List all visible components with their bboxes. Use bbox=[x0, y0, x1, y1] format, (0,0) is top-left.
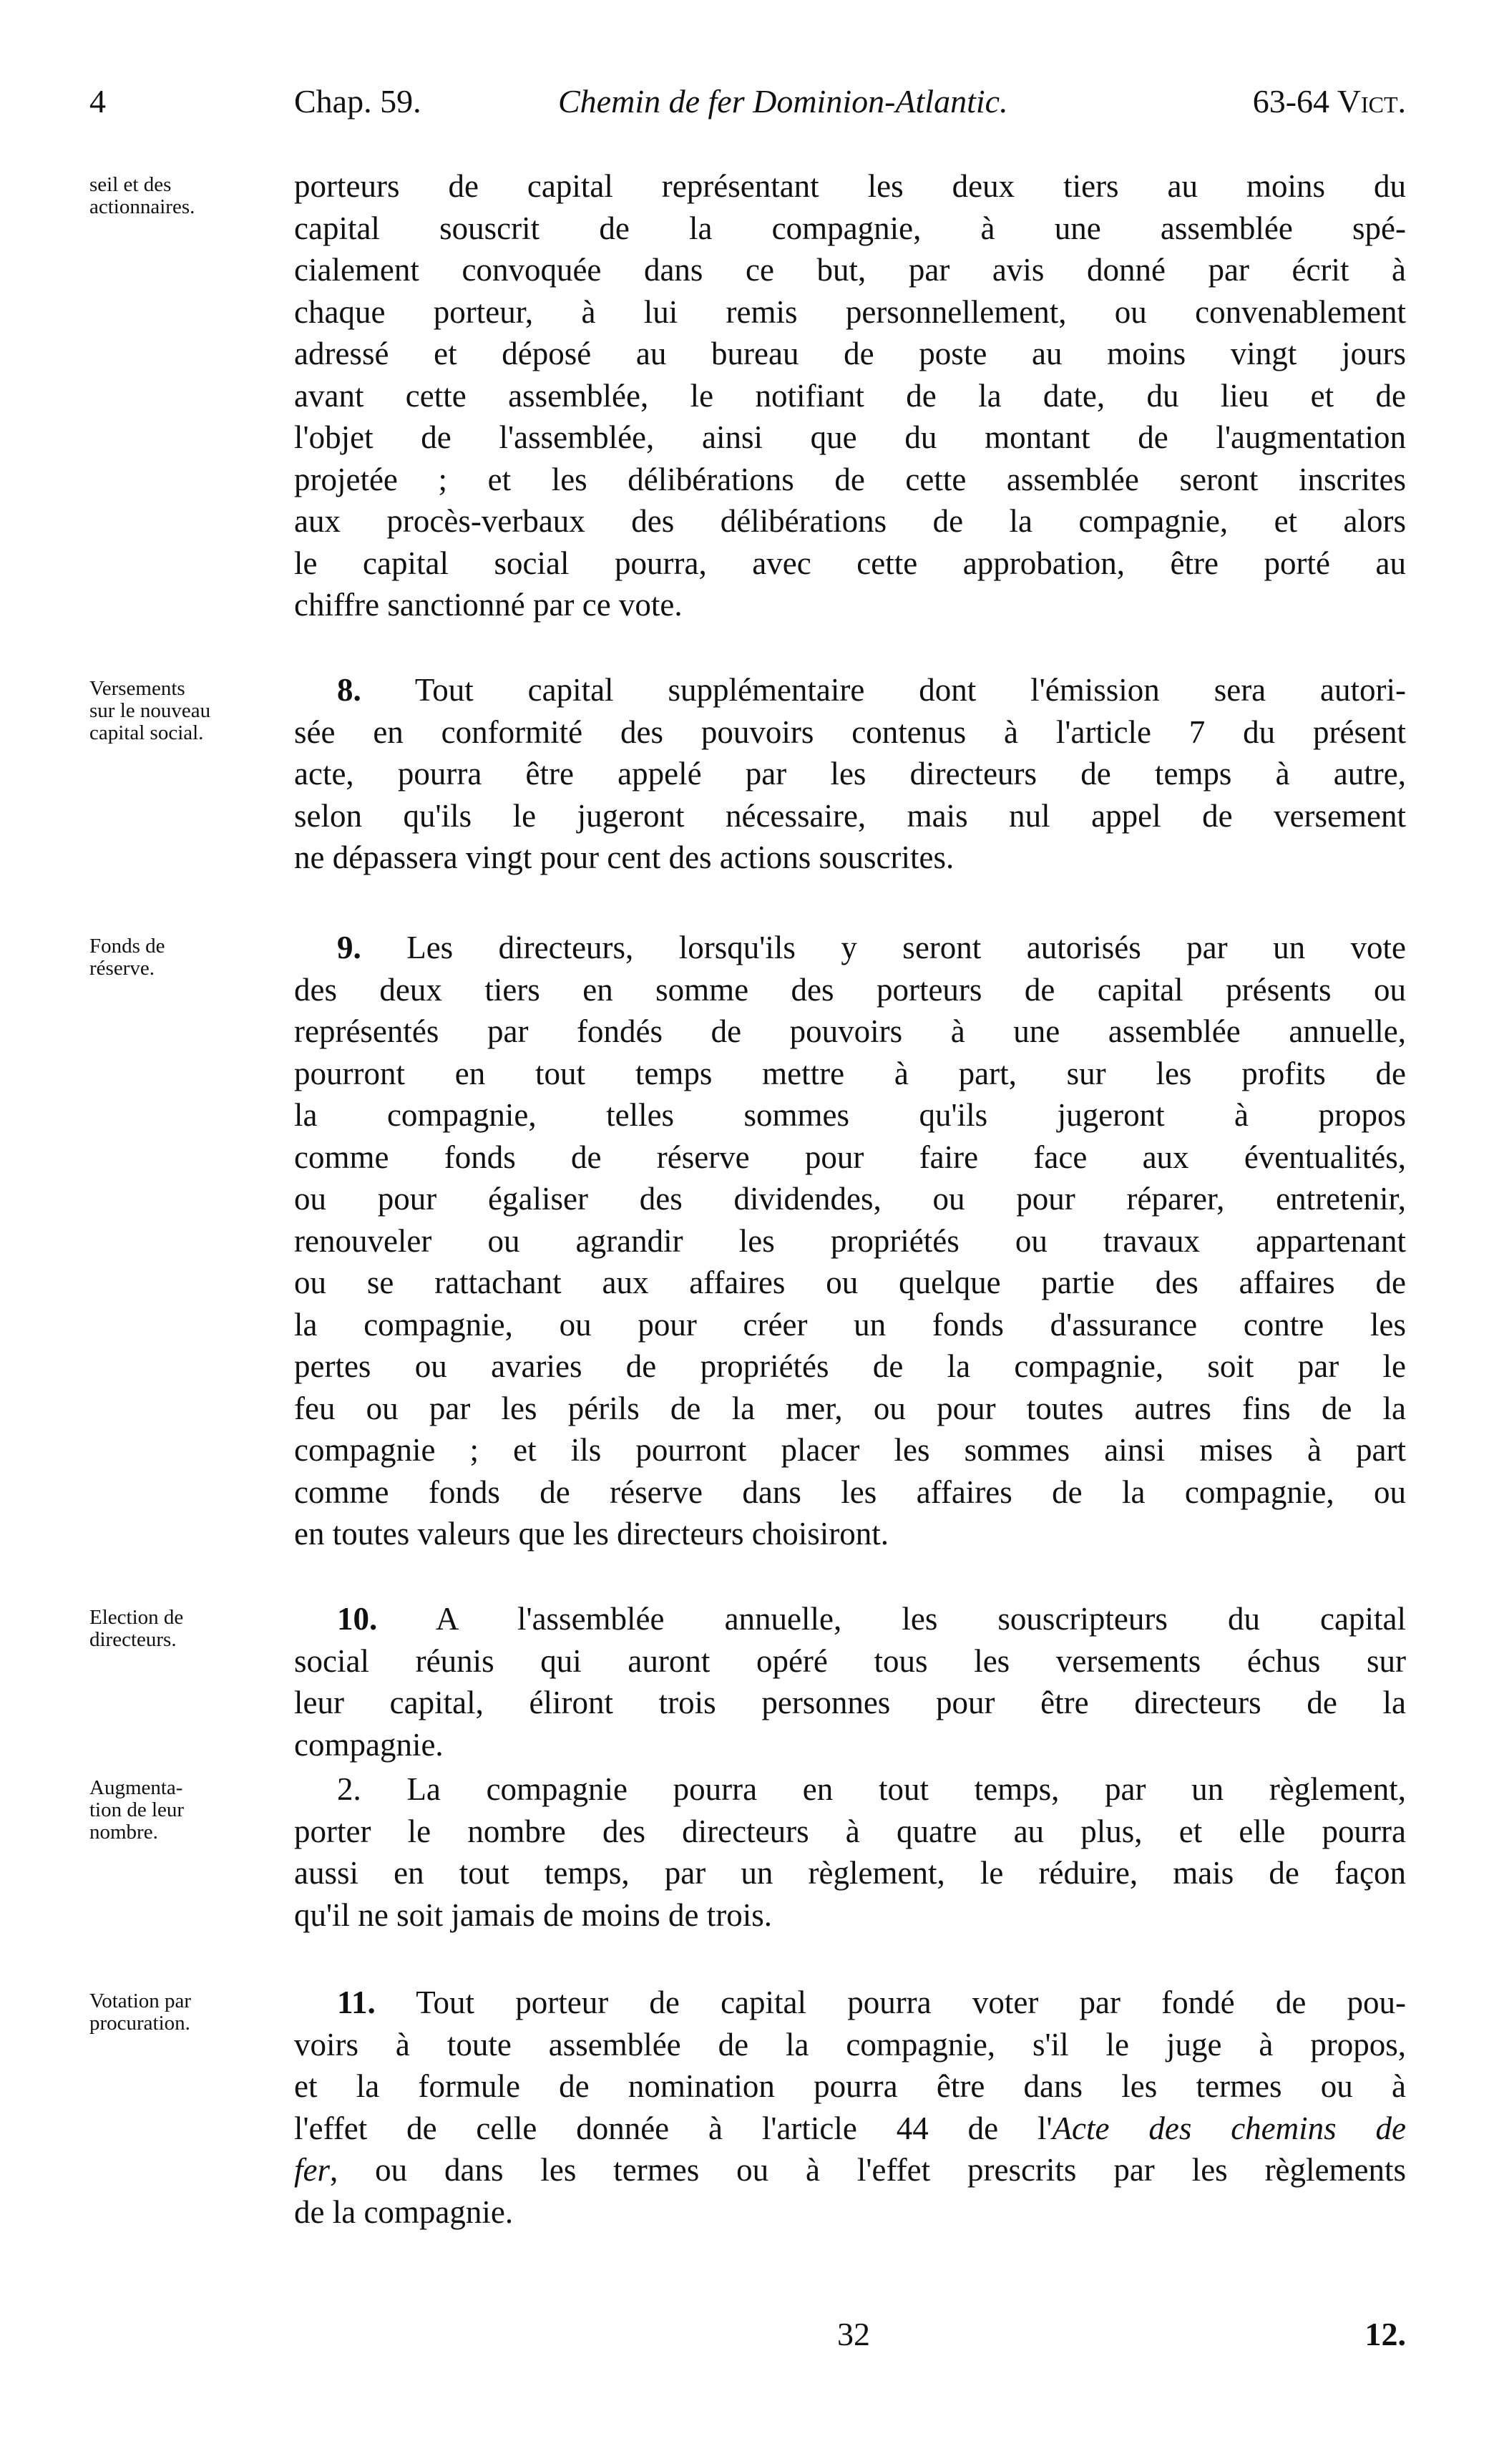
section-10 bbox=[294, 1598, 1406, 1766]
text-line bbox=[294, 1388, 1406, 1430]
section-9 bbox=[294, 927, 1406, 1555]
text-line bbox=[294, 753, 1406, 795]
text-segment: social réunis qui auront opéré tous les versements échus sur bbox=[294, 1642, 1406, 1679]
text-line bbox=[294, 1598, 1406, 1640]
text-line bbox=[294, 2191, 1406, 2234]
text-segment: adressé et déposé au bureau de poste au moins vingt jours bbox=[294, 336, 1406, 371]
text-segment: pertes ou avaries de propriétés de la compagnie, soit par le bbox=[294, 1348, 1406, 1384]
text-segment: projetée ; et les délibérations de cette assemblée seront inscrites bbox=[294, 461, 1406, 497]
text-line bbox=[294, 2149, 1406, 2191]
margin-note bbox=[89, 678, 275, 744]
chapter-label: Chap. 59. bbox=[294, 83, 421, 120]
margin-note-line: capital social. bbox=[89, 721, 204, 744]
text-line bbox=[294, 2024, 1406, 2066]
text-line bbox=[294, 249, 1406, 291]
signature-mark: 32 bbox=[837, 2316, 870, 2352]
text-line bbox=[294, 1220, 1406, 1262]
text-segment: aux procès-verbaux des délibérations de la compagnie, et alors bbox=[294, 503, 1406, 539]
text-segment: chiffre sanctionné par ce vote. bbox=[294, 587, 683, 623]
section-8 bbox=[294, 669, 1406, 879]
text-segment: l'effet de celle donnée à l'article 44 de l' bbox=[294, 2110, 1053, 2146]
section-number: 9. bbox=[337, 930, 361, 965]
text-line bbox=[294, 1471, 1406, 1514]
margin-note-line: Votation par bbox=[89, 1990, 192, 2012]
margin-note bbox=[89, 935, 275, 980]
text-segment: en toutes valeurs que les directeurs choisiront. bbox=[294, 1516, 889, 1552]
text-segment: selon qu'ils le jugeront nécessaire, mais nul appel de versement bbox=[294, 797, 1406, 834]
text-segment: l'objet de l'assemblée, ainsi que du montant de l'augmentation bbox=[294, 419, 1406, 455]
text-line bbox=[294, 1262, 1406, 1304]
text-line bbox=[294, 1011, 1406, 1053]
text-line bbox=[294, 417, 1406, 459]
text-line bbox=[294, 711, 1406, 754]
text-segment: renouveler ou agrandir les propriétés ou travaux appartenant bbox=[294, 1222, 1406, 1259]
text-line bbox=[294, 1178, 1406, 1220]
text-line bbox=[294, 500, 1406, 542]
text-line bbox=[294, 1768, 1406, 1811]
text-segment: , ou dans les termes ou à l'effet prescrits par les règlements bbox=[330, 2152, 1406, 2188]
text-segment: la compagnie, ou pour créer un fonds d'assurance contre les bbox=[294, 1306, 1406, 1343]
text-segment: le capital social pourra, avec cette approbation, être porté au bbox=[294, 545, 1406, 581]
margin-note-line: réserve. bbox=[89, 957, 155, 980]
next-page-number: 12. bbox=[1364, 2316, 1406, 2352]
text-segment: capital souscrit de la compagnie, à une assemblée spé- bbox=[294, 210, 1406, 246]
running-title: Chemin de fer Dominion-Atlantic. bbox=[558, 83, 1008, 120]
text-line bbox=[294, 1982, 1406, 2024]
margin-note-line: Versements bbox=[89, 677, 185, 700]
text-segment: qu'il ne soit jamais de moins de trois. bbox=[294, 1896, 773, 1933]
text-line bbox=[294, 2065, 1406, 2108]
section-number: 8. bbox=[337, 672, 361, 708]
text-line bbox=[294, 1513, 1406, 1555]
italic-citation: fer bbox=[294, 2152, 330, 2188]
text-segment: porter le nombre des directeurs à quatre au plus, et elle pourra bbox=[294, 1813, 1406, 1849]
text-segment: pourront en tout temps mettre à part, sur les profits de bbox=[294, 1055, 1406, 1091]
margin-note-line: directeurs. bbox=[89, 1628, 177, 1651]
text-line bbox=[294, 1852, 1406, 1894]
paragraph bbox=[294, 1768, 1406, 1936]
text-line bbox=[294, 1429, 1406, 1471]
text-line bbox=[294, 542, 1406, 585]
text-line bbox=[294, 1724, 1406, 1766]
section-11 bbox=[294, 1982, 1406, 2233]
text-segment: compagnie ; et ils pourront placer les sommes ainsi mises à part bbox=[294, 1432, 1406, 1468]
text-line bbox=[294, 2108, 1406, 2150]
margin-note bbox=[89, 1990, 275, 2035]
margin-note bbox=[89, 174, 275, 218]
text-segment: comme fonds de réserve dans les affaires de la compagnie, ou bbox=[294, 1474, 1406, 1510]
paragraph bbox=[294, 165, 1406, 626]
text-segment: Tout porteur de capital pourra voter par fondé de pou- bbox=[416, 1985, 1407, 2020]
text-segment: sée en conformité des pouvoirs contenus à l'article 7 du présent bbox=[294, 714, 1406, 750]
text-segment: ne dépassera vingt pour cent des actions souscrites. bbox=[294, 839, 954, 875]
text-segment: acte, pourra être appelé par les directeurs de temps à autre, bbox=[294, 756, 1406, 792]
text-line bbox=[294, 375, 1406, 417]
text-segment: chaque porteur, à lui remis personnellement, ou convenablement bbox=[294, 293, 1406, 330]
text-segment: voirs à toute assemblée de la compagnie, s'il le juge à propos, bbox=[294, 2026, 1406, 2063]
text-segment: et la formule de nomination pourra être dans les termes ou à bbox=[294, 2068, 1406, 2104]
margin-note-line: seil et des bbox=[89, 173, 172, 196]
text-segment: A l'assemblée annuelle, les souscripteurs du capital bbox=[435, 1601, 1406, 1637]
text-segment: comme fonds de réserve pour faire face aux éventualités, bbox=[294, 1139, 1406, 1175]
text-line bbox=[294, 1811, 1406, 1853]
text-segment: de la compagnie. bbox=[294, 2193, 514, 2230]
text-line bbox=[294, 459, 1406, 501]
margin-note-line: Election de bbox=[89, 1606, 184, 1629]
text-line bbox=[294, 1136, 1406, 1179]
regnal-year: 63-64 Vict. bbox=[1252, 83, 1406, 120]
italic-citation: Acte des chemins de bbox=[1052, 2110, 1407, 2146]
text-segment: feu ou par les périls de la mer, ou pour toutes autres fins de la bbox=[294, 1390, 1406, 1426]
margin-note bbox=[89, 1777, 275, 1844]
text-segment: cialement convoquée dans ce but, par avis donné par écrit à bbox=[294, 252, 1406, 288]
text-line bbox=[294, 208, 1406, 250]
margin-note bbox=[89, 1607, 275, 1651]
text-segment: ou se rattachant aux affaires ou quelque partie des affaires de bbox=[294, 1265, 1406, 1300]
text-line bbox=[294, 669, 1406, 711]
text-segment: Tout capital supplémentaire dont l'émission sera autori- bbox=[414, 672, 1407, 708]
text-line bbox=[294, 584, 1406, 626]
section-number: 11. bbox=[337, 1985, 376, 2020]
margin-note-line: Augmenta- bbox=[89, 1776, 183, 1799]
text-segment: ou pour égaliser des dividendes, ou pour réparer, entretenir, bbox=[294, 1181, 1406, 1217]
text-line bbox=[294, 1345, 1406, 1388]
text-segment: porteurs de capital représentant les deux tiers au moins du bbox=[294, 168, 1406, 204]
margin-note-line: tion de leur bbox=[89, 1798, 185, 1821]
margin-note-line: nombre. bbox=[89, 1821, 158, 1844]
section-number: 10. bbox=[337, 1601, 378, 1637]
margin-note-line: actionnaires. bbox=[89, 195, 195, 218]
text-line bbox=[294, 1894, 1406, 1937]
text-line bbox=[294, 333, 1406, 375]
text-segment: représentés par fondés de pouvoirs à une assemblée annuelle, bbox=[294, 1013, 1406, 1049]
text-line bbox=[294, 1640, 1406, 1683]
subsection-number: 2. bbox=[337, 1771, 361, 1807]
text-line bbox=[294, 969, 1406, 1011]
text-segment: La compagnie pourra en tout temps, par un règlement, bbox=[406, 1771, 1407, 1807]
text-segment: Les directeurs, lorsqu'ils y seront autorisés par un vote bbox=[406, 930, 1407, 965]
text-line bbox=[294, 837, 1406, 879]
page-number: 4 bbox=[89, 83, 106, 120]
text-line bbox=[294, 1094, 1406, 1136]
text-line bbox=[294, 927, 1406, 969]
text-segment: des deux tiers en somme des porteurs de capital présents ou bbox=[294, 971, 1406, 1008]
text-segment: aussi en tout temps, par un règlement, le réduire, mais de façon bbox=[294, 1855, 1406, 1891]
text-line bbox=[294, 1053, 1406, 1095]
text-segment: avant cette assemblée, le notifiant de la date, du lieu et de bbox=[294, 377, 1406, 414]
text-line bbox=[294, 291, 1406, 333]
text-line bbox=[294, 165, 1406, 208]
text-line bbox=[294, 1304, 1406, 1346]
margin-note-line: procuration. bbox=[89, 2012, 190, 2035]
text-segment: compagnie. bbox=[294, 1726, 444, 1763]
text-line bbox=[294, 795, 1406, 837]
margin-note-line: sur le nouveau bbox=[89, 699, 211, 722]
margin-note-line: Fonds de bbox=[89, 935, 165, 958]
text-segment: la compagnie, telles sommes qu'ils jugeront à propos bbox=[294, 1097, 1406, 1133]
text-segment: leur capital, éliront trois personnes pour être directeurs de la bbox=[294, 1685, 1406, 1720]
text-line bbox=[294, 1682, 1406, 1724]
